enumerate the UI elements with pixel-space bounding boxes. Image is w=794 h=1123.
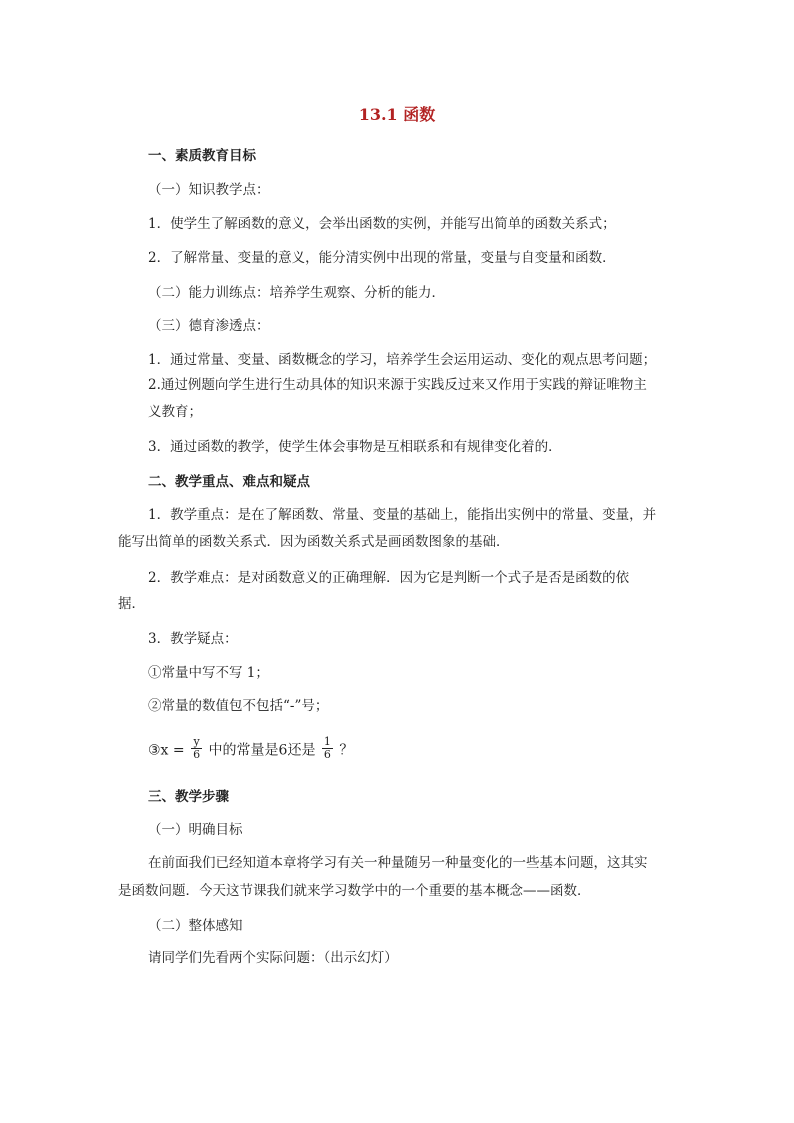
doubt-item-2: ②常量的数值包不包括“-”号；: [148, 698, 329, 714]
paragraph-2: 2．了解常量、变量的意义，能分清实例中出现的常量，变量与自变量和函数．: [148, 250, 616, 266]
paragraph-6-line-2: 能写出简单的函数关系式．因为函数关系式是画函数图象的基础．: [118, 534, 510, 550]
subheading-ability: （二）能力训练点：培养学生观察、分析的能力．: [148, 285, 445, 301]
fraction-denominator: 6: [323, 748, 331, 761]
paragraph-8: 3．教学疑点：: [148, 631, 238, 647]
paragraph-4-line-1: 2.通过例题向学生进行生动具体的知识来源于实践反过来又作用于实践的辩证唯物主: [148, 377, 647, 393]
paragraph-1: 1．使学生了解函数的意义，会举出函数的实例，并能写出简单的函数关系式；: [148, 216, 616, 232]
paragraph-3: 1．通过常量、变量、函数概念的学习，培养学生会运用运动、变化的观点思考问题；: [148, 352, 657, 368]
page-title: 13.1 函数: [358, 105, 436, 124]
paragraph-4-line-2: 义教育；: [148, 404, 202, 420]
formula-prefix: ③x =: [148, 742, 185, 759]
section-heading-1: 一、素质教育目标: [148, 148, 256, 164]
fraction-denominator: 6: [193, 748, 201, 761]
fraction-1-over-6: [322, 736, 333, 761]
paragraph-7-line-1: 2．教学难点：是对函数意义的正确理解．因为它是判断一个式子是否是函数的依: [148, 570, 630, 586]
formula-suffix: ？: [339, 742, 354, 759]
doubt-item-3: [148, 735, 354, 763]
section-heading-2: 二、教学重点、难点和疑点: [148, 474, 310, 490]
paragraph-6-line-1: 1．教学重点：是在了解函数、常量、变量的基础上，能指出实例中的常量、变量，并: [148, 507, 657, 523]
paragraph-10: 请同学们先看两个实际问题：（出示幻灯）: [148, 950, 398, 966]
doubt-item-1: ①常量中写不写 1；: [148, 665, 269, 681]
paragraph-9-line-2: 是函数问题．今天这节课我们就来学习数学中的一个重要的基本概念——函数．: [118, 883, 591, 899]
section-heading-3: 三、教学步骤: [148, 789, 229, 805]
paragraph-5: 3．通过函数的教学，使学生体会事物是互相联系和有规律变化着的．: [148, 439, 562, 455]
paragraph-9-line-1: 在前面我们已经知道本章将学习有关一种量随另一种量变化的一些基本问题，这其实: [148, 855, 648, 871]
formula-middle-text: 中的常量是6还是: [208, 742, 316, 759]
fraction-numerator: 1: [323, 735, 331, 748]
subheading-overall-perception: （二）整体感知: [148, 918, 243, 934]
subheading-clear-goal: （一）明确目标: [148, 822, 243, 838]
paragraph-7-line-2: 据．: [118, 596, 145, 612]
subheading-moral: （三）德育渗透点：: [148, 318, 270, 334]
fraction-numerator: y: [193, 735, 200, 748]
fraction-y-over-6: [191, 736, 202, 761]
subheading-knowledge: （一）知识教学点：: [148, 182, 270, 198]
